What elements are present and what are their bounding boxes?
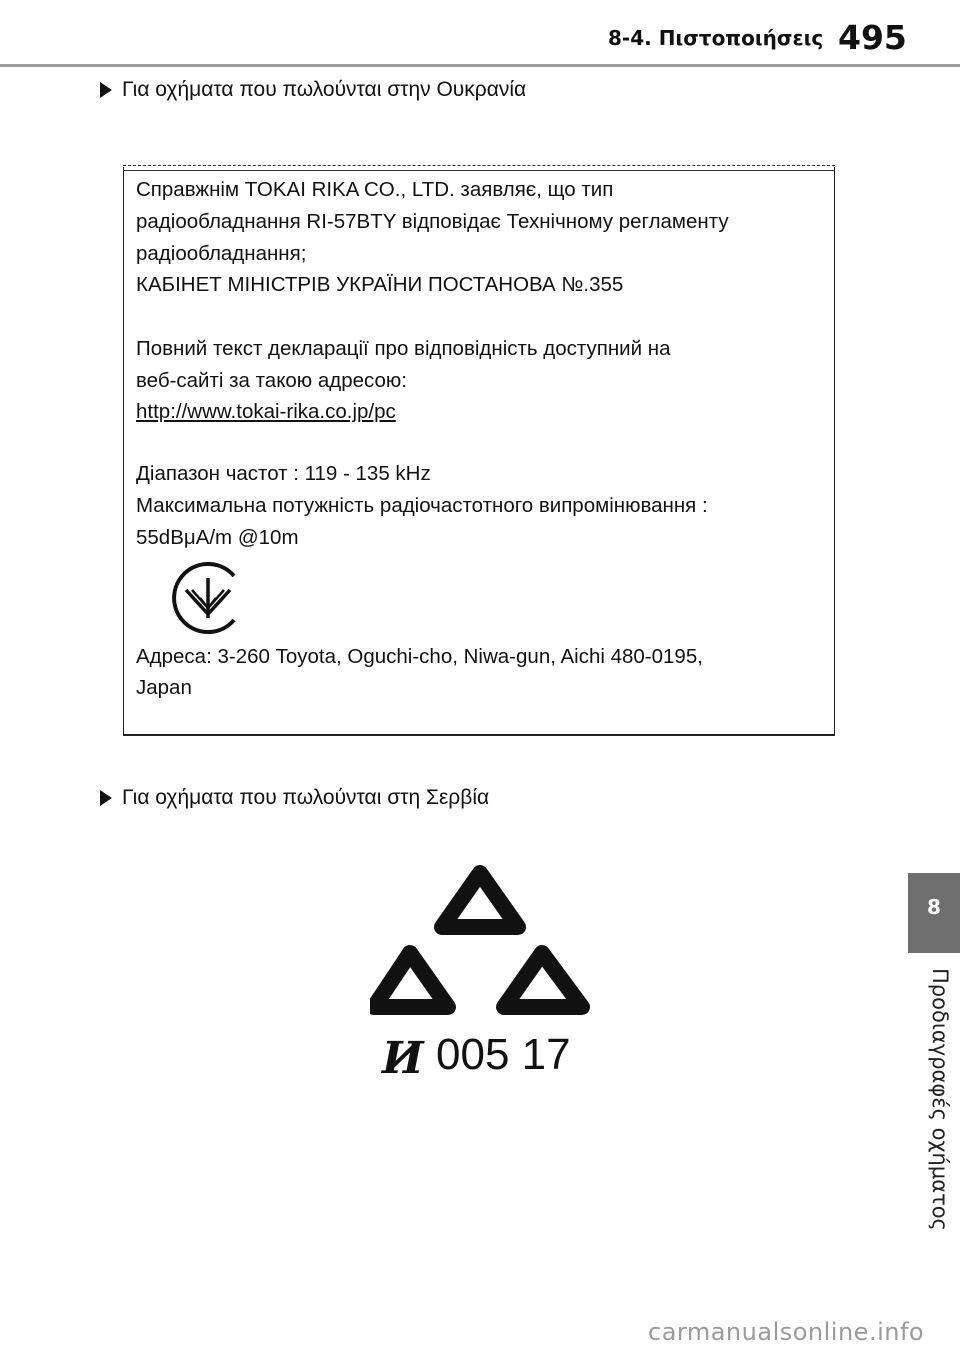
bullet-triangle-icon (100, 790, 112, 806)
declaration-line-5: Повний текст декларації про відповідність доступний на (136, 337, 671, 360)
chapter-tab-label-text: Προδιαγραφές οχήματος (928, 968, 952, 1231)
bullet-serbia (100, 786, 489, 810)
page-number: 495 (838, 18, 907, 57)
declaration-line-6: веб-сайті за такою адресою: (136, 369, 407, 392)
declaration-line-4: КАБІНЕТ МІНІСТРІВ УКРАЇНИ ПОСТАНОВА №.355 (136, 273, 624, 296)
serbia-mark-code: 005 17 (436, 1030, 571, 1079)
frequency-range-line: Діапазон частот : 119 - 135 kHz (136, 462, 431, 485)
box-top-border (123, 165, 835, 166)
bullet-serbia-text: Για οχήματα που πωλούνται στη Σερβία (122, 786, 490, 809)
serbia-conformity-triangles-icon (370, 855, 590, 1085)
max-power-line: Максимальна потужність радіочастотного випромінювання : (136, 494, 708, 517)
address-line-1: Адреса: 3-260 Toyota, Oguchi-cho, Niwa-gun, Aichi 480-0195, (136, 645, 703, 668)
declaration-line-2: радіообладнання RI-57BTY відповідає Технічному регламенту (136, 210, 729, 233)
ukraine-conformity-mark-icon (170, 560, 246, 636)
declaration-line-1: Справжнім TOKAI RIKA CO., LTD. заявляє, що тип (136, 178, 614, 201)
box-bottom-border (123, 734, 835, 736)
header-divider (0, 64, 960, 67)
declaration-line-3: радіообладнання; (136, 242, 307, 265)
power-value-line: 55dBμA/m @10m (136, 526, 299, 549)
serbia-mark-prefix: И (382, 1033, 424, 1084)
address-line-2: Japan (136, 676, 192, 699)
chapter-tab-number: 8 (927, 895, 941, 919)
chapter-tab-label (918, 968, 958, 1231)
bullet-ukraine-text: Για οχήματα που πωλούνται στην Ουκρανία (122, 78, 527, 101)
bullet-ukraine (100, 78, 526, 102)
bullet-triangle-icon (100, 82, 112, 98)
section-title: 8-4. Πιστοποιήσεις (608, 26, 824, 50)
declaration-url-link[interactable]: http://www.tokai-rika.co.jp/pc (136, 400, 396, 423)
watermark: carmanualsonline.info (648, 1318, 925, 1346)
